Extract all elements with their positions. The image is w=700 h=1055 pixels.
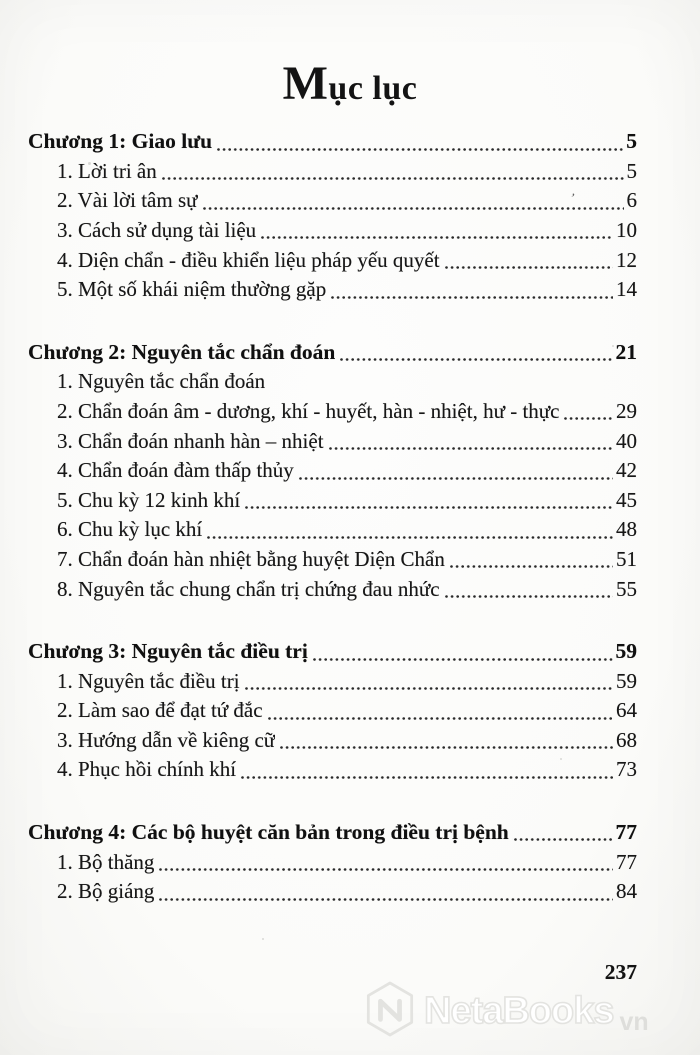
toc-entry-page-number: 77 bbox=[616, 849, 637, 874]
scan-artifact-mark: ’ bbox=[567, 189, 577, 206]
dot-leader bbox=[514, 838, 613, 841]
chapter-items bbox=[28, 667, 637, 785]
toc-chapter bbox=[28, 818, 637, 907]
toc-entry-label: 1. Bộ thăng bbox=[57, 849, 155, 874]
toc-entry-row bbox=[28, 157, 637, 187]
dot-leader bbox=[207, 536, 613, 539]
toc-entry-label: 8. Nguyên tắc chung chẩn trị chứng đau nhức bbox=[57, 576, 440, 601]
toc-entry-row bbox=[28, 667, 637, 697]
toc-entry-label: 6. Chu kỳ lục khí bbox=[57, 517, 203, 542]
scan-speck bbox=[88, 162, 91, 165]
toc-entry-label: 5. Chu kỳ 12 kinh khí bbox=[57, 487, 241, 512]
toc-entry-page-number: 55 bbox=[616, 576, 637, 601]
toc-entry-row bbox=[28, 515, 637, 545]
toc-entry-page-number: 64 bbox=[616, 698, 637, 723]
toc-entry-row bbox=[28, 877, 637, 907]
scan-speck bbox=[262, 938, 264, 940]
dot-leader bbox=[340, 358, 612, 361]
toc-entry-page-number: 42 bbox=[616, 458, 637, 483]
toc-entry-page-number: 51 bbox=[616, 546, 637, 571]
toc-entry-row bbox=[28, 456, 637, 486]
toc-entry-row bbox=[28, 545, 637, 575]
chapter-items bbox=[28, 367, 637, 604]
toc-entry-page-number: 73 bbox=[616, 757, 637, 782]
dot-leader bbox=[217, 148, 623, 151]
toc-entry-label: 3. Cách sử dụng tài liệu bbox=[57, 217, 257, 242]
dot-leader bbox=[280, 746, 613, 749]
chapter-page-number: 21 bbox=[615, 339, 637, 364]
chapter-heading-row bbox=[28, 637, 637, 667]
toc-entry-row bbox=[28, 696, 637, 726]
toc-entry-label: 1. Nguyên tắc điều trị bbox=[57, 668, 240, 693]
toc-entry-page-number: 5 bbox=[626, 158, 637, 183]
page-title-initial: M bbox=[282, 57, 329, 110]
scan-speck bbox=[612, 345, 614, 347]
toc-entry-row bbox=[28, 216, 637, 246]
toc-entry-row bbox=[28, 486, 637, 516]
folio-page-number: 237 bbox=[604, 960, 637, 984]
toc-entry-label: 1. Lời tri ân bbox=[57, 158, 157, 183]
toc-entry-page-number: 45 bbox=[616, 487, 637, 512]
toc-chapter bbox=[28, 127, 637, 305]
toc-entry-row bbox=[28, 186, 637, 216]
dot-leader bbox=[268, 717, 613, 720]
dot-leader bbox=[299, 477, 613, 480]
chapter-heading-label: Chương 3: Nguyên tắc điều trị bbox=[28, 639, 308, 664]
page-title bbox=[0, 0, 700, 111]
dot-leader bbox=[159, 868, 613, 871]
toc-entry-page-number: 59 bbox=[616, 668, 637, 693]
toc-entry-page-number: 40 bbox=[616, 428, 637, 453]
chapter-heading-label: Chương 1: Giao lưu bbox=[28, 129, 213, 154]
toc-entry-row bbox=[28, 575, 637, 605]
toc-entry-label: 3. Hướng dẫn về kiêng cữ bbox=[57, 727, 276, 752]
toc-entry-page-number: 14 bbox=[616, 277, 637, 302]
toc-entry-page-number: 84 bbox=[616, 879, 637, 904]
dot-leader bbox=[445, 595, 613, 598]
chapter-items bbox=[28, 157, 637, 305]
toc-entry-label: 4. Chẩn đoán đàm thấp thủy bbox=[57, 458, 294, 483]
dot-leader bbox=[245, 687, 613, 690]
chapter-page-number: 5 bbox=[626, 129, 637, 154]
toc-entry-label: 4. Diện chẩn - điều khiển liệu pháp yếu quyết bbox=[57, 247, 440, 272]
netabooks-hexagon-n-icon bbox=[364, 980, 416, 1043]
toc-entry-page-number: 68 bbox=[616, 727, 637, 752]
chapter-page-number: 77 bbox=[615, 820, 637, 845]
chapter-heading-row bbox=[28, 127, 637, 157]
toc-entry-row bbox=[28, 726, 637, 756]
toc-entry-page-number: 48 bbox=[616, 517, 637, 542]
dot-leader bbox=[159, 898, 613, 901]
dot-leader bbox=[331, 296, 613, 299]
scan-speck bbox=[560, 758, 562, 760]
chapter-heading-row bbox=[28, 818, 637, 848]
dot-leader bbox=[564, 417, 613, 420]
toc-entry-row bbox=[28, 397, 637, 427]
toc-entry-label: 5. Một số khái niệm thường gặp bbox=[57, 277, 327, 302]
chapter-heading-row bbox=[28, 338, 637, 368]
dot-leader bbox=[245, 506, 613, 509]
dot-leader bbox=[445, 266, 613, 269]
netabooks-watermark bbox=[364, 980, 649, 1043]
toc-entry-page-number: 12 bbox=[616, 247, 637, 272]
toc-entry-label: 4. Phục hồi chính khí bbox=[57, 757, 237, 782]
dot-leader bbox=[450, 565, 613, 568]
toc-entry-row bbox=[28, 246, 637, 276]
page-title-rest: ục lục bbox=[328, 70, 418, 107]
toc-chapter bbox=[28, 338, 637, 604]
toc-entry-row bbox=[28, 755, 637, 785]
dot-leader bbox=[313, 658, 613, 661]
toc-entry-label: 2. Vài lời tâm sự bbox=[57, 188, 198, 213]
dot-leader bbox=[241, 776, 613, 779]
toc-entry-label: 2. Bộ giáng bbox=[57, 879, 155, 904]
toc-entry-label: 2. Làm sao để đạt tứ đắc bbox=[57, 698, 263, 723]
watermark-tld-text: vn bbox=[619, 1008, 649, 1036]
toc-entry-row bbox=[28, 848, 637, 878]
toc-entry-label: 7. Chẩn đoán hàn nhiệt bằng huyệt Diện Chẩn bbox=[57, 546, 445, 571]
toc-entry-page-number: 6 bbox=[626, 188, 637, 213]
watermark-brand-text: NetaBooks bbox=[424, 990, 614, 1032]
dot-leader bbox=[329, 447, 613, 450]
toc-entry-label: 3. Chẩn đoán nhanh hàn – nhiệt bbox=[57, 428, 324, 453]
toc-entry-row bbox=[28, 275, 637, 305]
toc-entry-page-number: 10 bbox=[616, 217, 637, 242]
toc-entry-label: 2. Chẩn đoán âm - dương, khí - huyết, hàn - nhiệt, hư - thực bbox=[57, 398, 560, 423]
chapter-page-number: 59 bbox=[615, 639, 637, 664]
toc-chapter bbox=[28, 637, 637, 785]
toc-entry-page-number: 29 bbox=[616, 398, 637, 423]
dot-leader bbox=[261, 236, 613, 239]
toc-entry-row bbox=[28, 427, 637, 457]
chapter-heading-label: Chương 2: Nguyên tắc chẩn đoán bbox=[28, 339, 336, 364]
chapter-items bbox=[28, 848, 637, 907]
toc-entry-row bbox=[28, 367, 637, 397]
dot-leader bbox=[203, 207, 624, 210]
dot-leader bbox=[162, 177, 624, 180]
table-of-contents bbox=[0, 127, 700, 907]
toc-entry-label: 1. Nguyên tắc chẩn đoán bbox=[57, 369, 266, 394]
chapter-heading-label: Chương 4: Các bộ huyệt căn bản trong điều trị bệnh bbox=[28, 820, 509, 845]
